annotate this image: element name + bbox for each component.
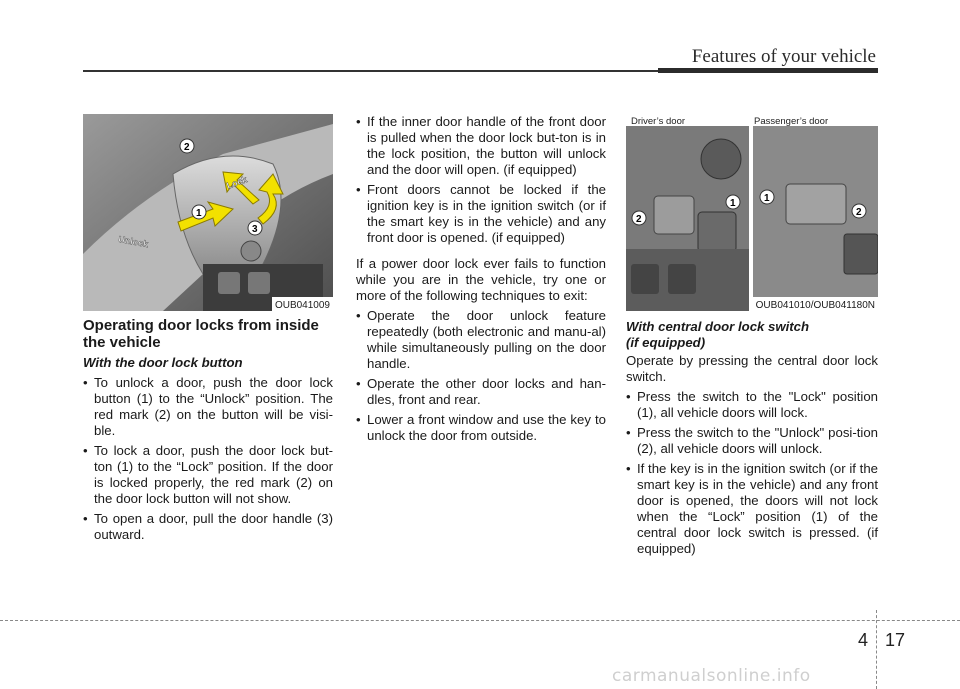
- door-handle-figure: [83, 114, 333, 311]
- lock-label: Lock: [225, 174, 249, 191]
- subheading: [626, 319, 878, 351]
- passenger-door-label: Passenger’s door: [754, 116, 829, 127]
- list-item: • To lock a door, push the door lock but-ton (1) to the “Lock” position. If the door is locked properly, the red mark (2) on the door lock button will not show.: [83, 443, 333, 507]
- list-item: • If the inner door handle of the front door is pulled when the door lock but-ton is in the lock position, the button will unlock and the door will open. (if equipped): [356, 114, 606, 178]
- column-right: [626, 114, 878, 561]
- list-item: • Front doors cannot be locked if the ignition key is in the ignition switch (or if the smart key is in the vehicle) and any front door is opened. (if equipped): [356, 182, 606, 246]
- header-rule-accent: [658, 68, 878, 73]
- subheading: With the door lock button: [83, 355, 243, 370]
- list-item: • To open a door, pull the door handle (3) outward.: [83, 511, 333, 543]
- central-lock-illustration: [626, 114, 878, 311]
- callout-2a: 2: [636, 214, 642, 225]
- column-middle: [356, 114, 606, 448]
- callout-2b: 2: [856, 207, 862, 218]
- column-left: [83, 114, 333, 547]
- page-number: 17: [885, 630, 906, 650]
- central-lock-figure: [626, 114, 878, 311]
- callout-2: 2: [184, 142, 190, 153]
- bullet-list: [83, 375, 333, 543]
- footer-rule: [0, 620, 960, 621]
- footer-divider: [876, 610, 877, 689]
- callout-1b: 1: [764, 193, 770, 204]
- section-heading: Operating door locks from inside the vehicle: [83, 317, 319, 351]
- figure-caption: OUB041009: [272, 297, 333, 311]
- figure-caption: OUB041010/OUB041180N: [753, 297, 878, 311]
- callout-1a: 1: [730, 198, 736, 209]
- subheading-line: With central door lock switch: [626, 319, 810, 334]
- bullet-list: [356, 308, 606, 444]
- callout-3: 3: [252, 224, 258, 235]
- list-item: • To unlock a door, push the door lock button (1) to the “Unlock” position. The red mark (2) on the button will be visi-ble.: [83, 375, 333, 439]
- list-item: • Lower a front window and use the key to unlock the door from outside.: [356, 412, 606, 444]
- list-item: • Operate the other door locks and han-dles, front and rear.: [356, 376, 606, 408]
- bullet-list: [356, 114, 606, 246]
- watermark-text: carmanualsonline.info: [612, 666, 811, 686]
- list-item: • Press the switch to the "Unlock" posi-tion (2), all vehicle doors will unlock.: [626, 425, 878, 457]
- callout-1: 1: [196, 208, 202, 219]
- list-item: • Press the switch to the "Lock" position (1), all vehicle doors will lock.: [626, 389, 878, 421]
- list-item: • Operate the door unlock feature repeatedly (both electronic and manu-al) while simultaneously pulling on the door handle.: [356, 308, 606, 372]
- paragraph: If a power door lock ever fails to function while you are in the vehicle, try one or more of the following techniques to exit:: [356, 256, 606, 303]
- chapter-number: 4: [858, 630, 869, 650]
- door-handle-illustration: [83, 114, 333, 311]
- list-item: • If the key is in the ignition switch (or if the smart key is in the vehicle) and any front door is opened, the doors will not lock when the “Lock” position (1) of the central door lock switch is pressed. (if equipped): [626, 461, 878, 557]
- bullet-list: [626, 389, 878, 557]
- unlock-label: Unlock: [117, 234, 149, 250]
- driver-door-label: Driver’s door: [631, 116, 686, 127]
- subheading-line: (if equipped): [626, 335, 706, 350]
- page-header-title: Features of your vehicle: [691, 46, 876, 67]
- header-rule: [83, 70, 658, 72]
- paragraph: Operate by pressing the central door lock switch.: [626, 353, 878, 384]
